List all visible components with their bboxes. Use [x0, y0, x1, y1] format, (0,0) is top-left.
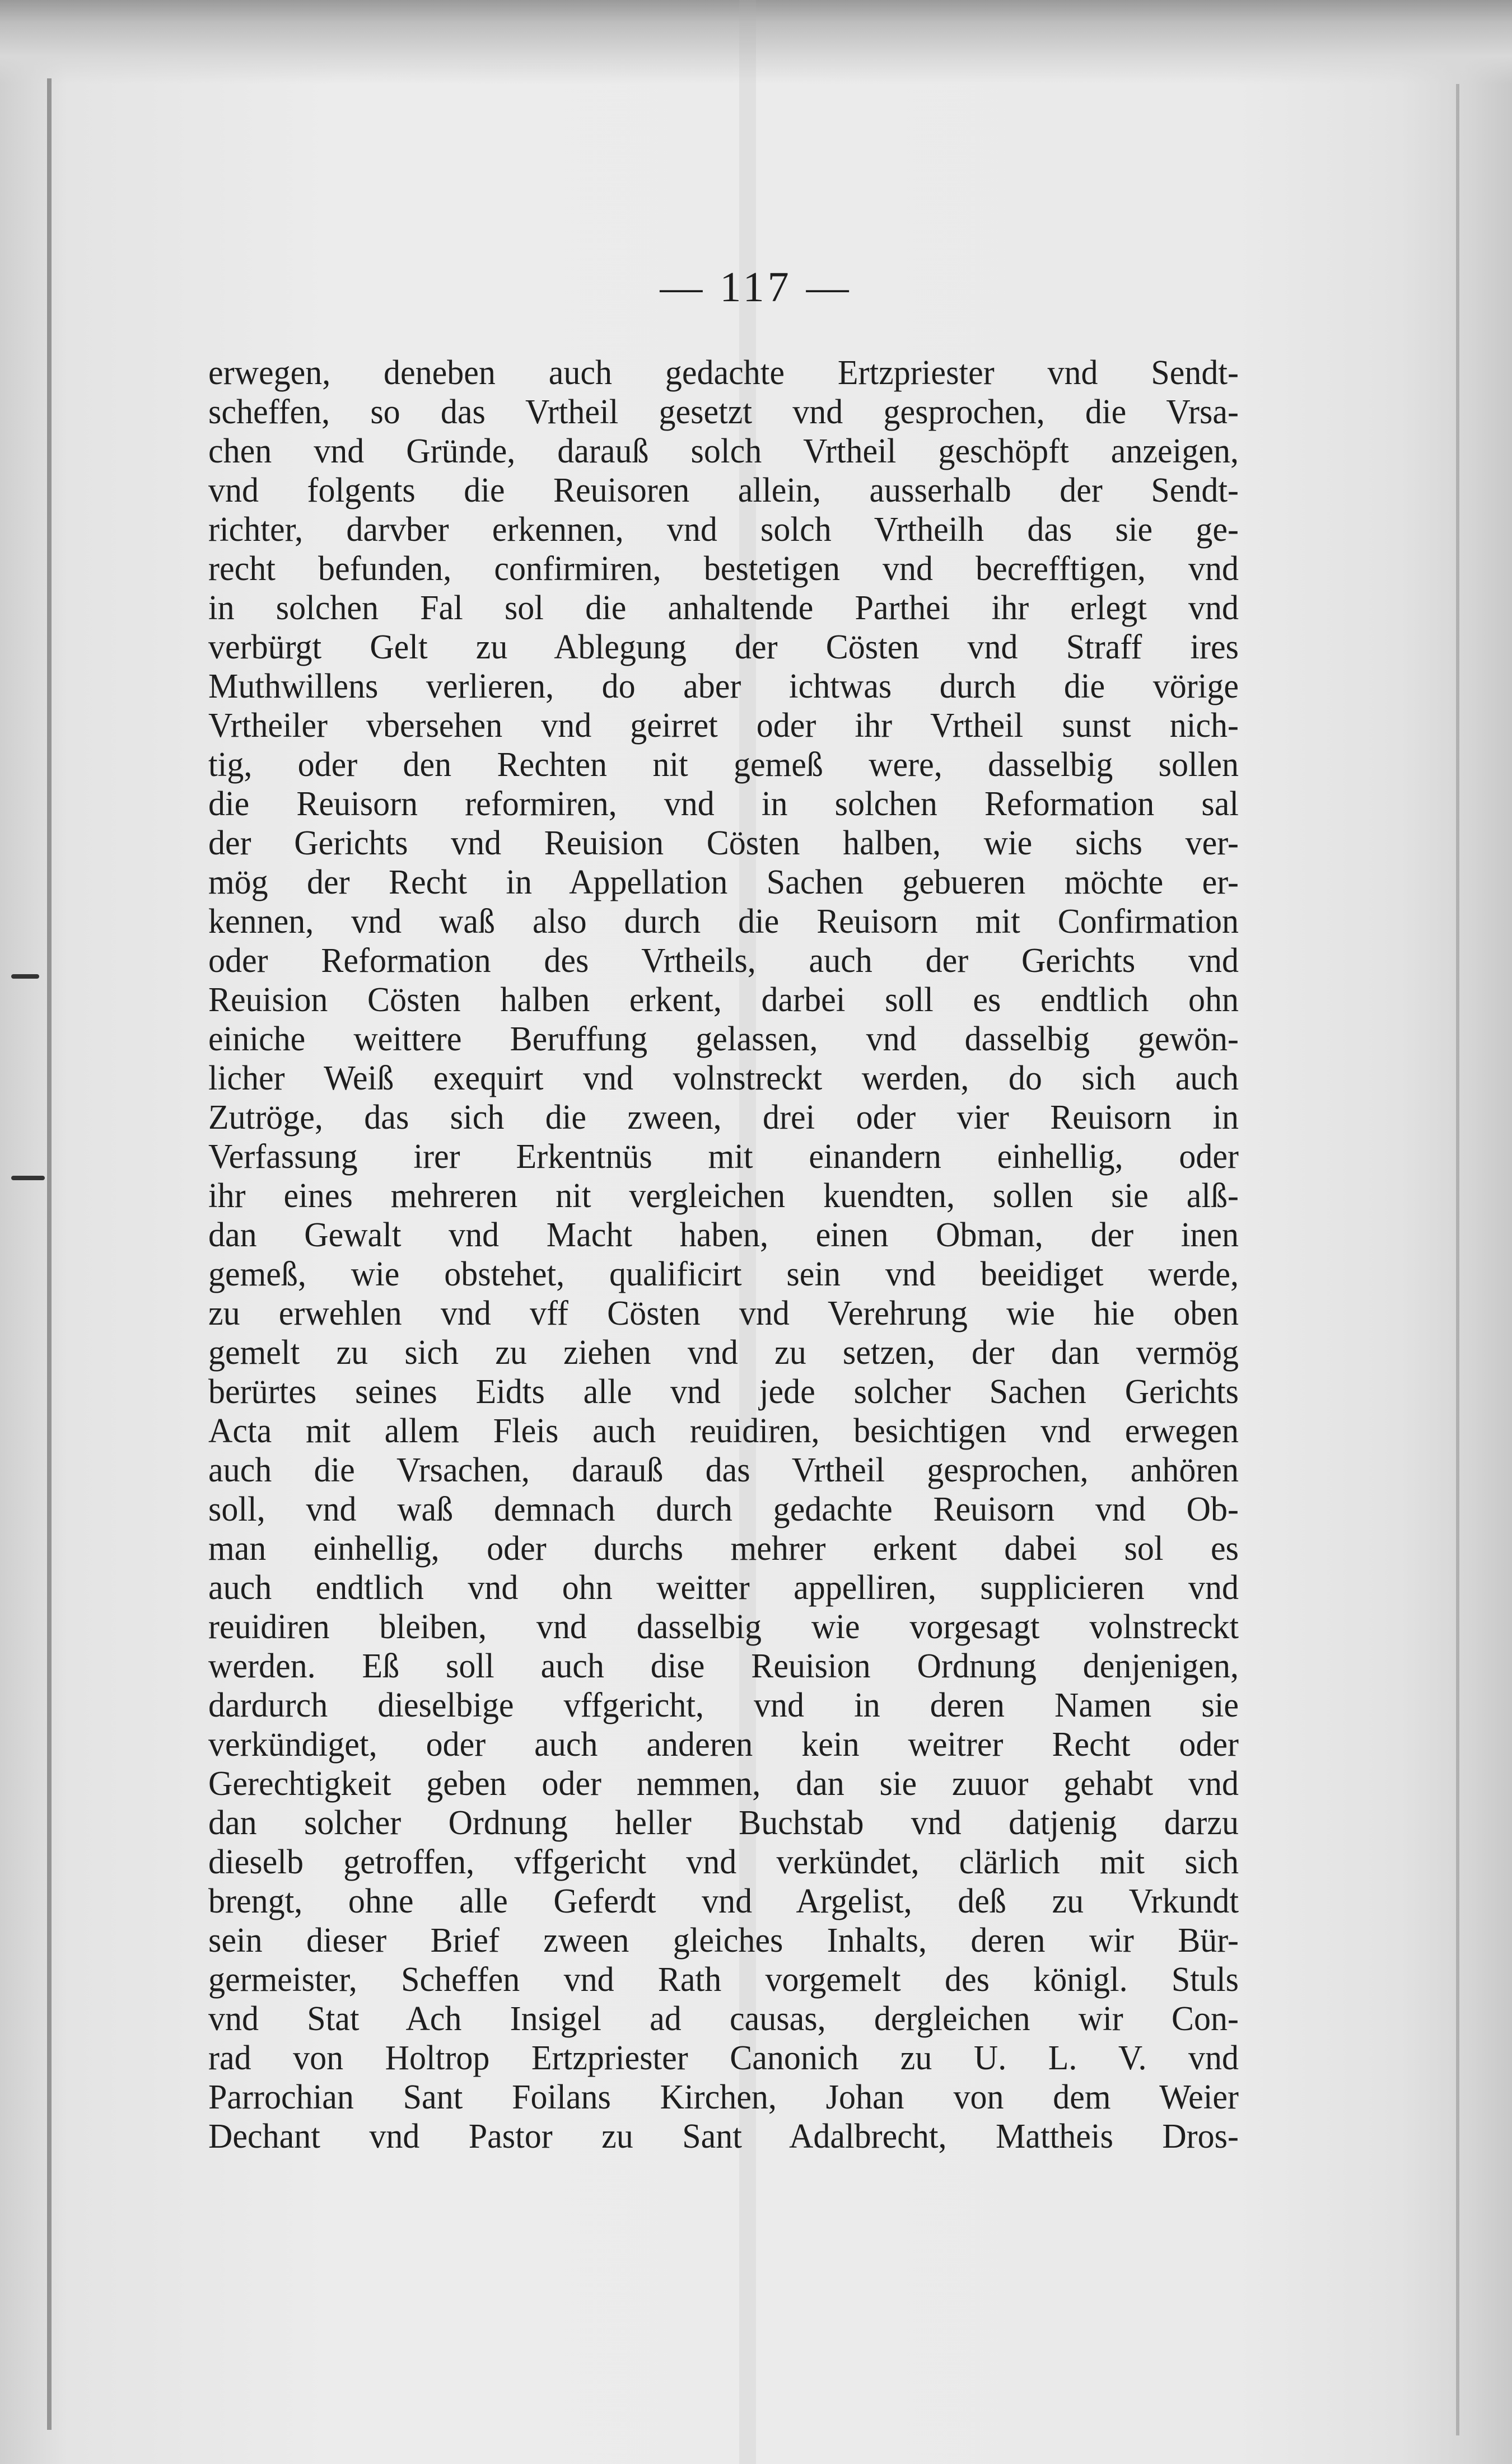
- text-line: werden. Eß soll auch dise Reuision Ordnung denjenigen,: [208, 1646, 1239, 1685]
- text-line: Gerechtigkeit geben oder nemmen, dan sie zuuor gehabt vnd: [208, 1764, 1239, 1803]
- text-line: sein dieser Brief zween gleiches Inhalts, deren wir Bür-: [208, 1920, 1239, 1960]
- text-line: verkündiget, oder auch anderen kein weitrer Recht oder: [208, 1724, 1239, 1764]
- text-line: brengt, ohne alle Geferdt vnd Argelist, deß zu Vrkundt: [208, 1881, 1239, 1920]
- text-line: Reuision Cösten halben erkent, darbei soll es endtlich ohn: [208, 980, 1239, 1019]
- text-line: dardurch dieselbige vffgericht, vnd in deren Namen sie: [208, 1685, 1239, 1724]
- text-line: einiche weittere Beruffung gelassen, vnd dasselbig gewön-: [208, 1019, 1239, 1058]
- text-line: Muthwillens verlieren, do aber ichtwas durch die vörige: [208, 666, 1239, 705]
- scan-top-edge: [0, 0, 1512, 84]
- text-line: vnd Stat Ach Insigel ad causas, dergleichen wir Con-: [208, 1999, 1239, 2038]
- page-number: — 117 —: [660, 264, 852, 311]
- text-line: zu erwehlen vnd vff Cösten vnd Verehrung wie hie oben: [208, 1293, 1239, 1332]
- text-line: Verfassung irer Erkentnüs mit einandern einhellig, oder: [208, 1137, 1239, 1176]
- margin-mark: [11, 974, 39, 979]
- text-line: richter, darvber erkennen, vnd solch Vrtheilh das sie ge-: [208, 509, 1239, 549]
- text-line: Vrtheiler vbersehen vnd geirret oder ihr Vrtheil sunst nich-: [208, 705, 1239, 745]
- text-line: mög der Recht in Appellation Sachen gebueren möchte er-: [208, 862, 1239, 901]
- text-line: chen vnd Gründe, darauß solch Vrtheil geschöpft anzeigen,: [208, 431, 1239, 470]
- text-line: rad von Holtrop Ertzpriester Canonich zu U. L. V. vnd: [208, 2038, 1239, 2077]
- text-line: gemelt zu sich zu ziehen vnd zu setzen, der dan vermög: [208, 1332, 1239, 1372]
- text-line: in solchen Fal sol die anhaltende Parthei ihr erlegt vnd: [208, 588, 1239, 627]
- text-line: auch die Vrsachen, darauß das Vrtheil gesprochen, anhören: [208, 1450, 1239, 1489]
- text-line: vnd folgents die Reuisoren allein, ausserhalb der Sendt-: [208, 470, 1239, 509]
- text-line: erwegen, deneben auch gedachte Ertzpriester vnd Sendt-: [208, 353, 1239, 392]
- text-line: die Reuisorn reformiren, vnd in solchen Reformation sal: [208, 784, 1239, 823]
- text-line: Parrochian Sant Foilans Kirchen, Johan von dem Weier: [208, 2077, 1239, 2116]
- left-page-edge: [47, 78, 52, 2430]
- text-line: soll, vnd waß demnach durch gedachte Reuisorn vnd Ob-: [208, 1489, 1239, 1528]
- text-line: berürtes seines Eidts alle vnd jede solcher Sachen Gerichts: [208, 1372, 1239, 1411]
- text-line: Dechant vnd Pastor zu Sant Adalbrecht, Mattheis Dros-: [208, 2116, 1239, 2156]
- text-line: Zutröge, das sich die zween, drei oder vier Reuisorn in: [208, 1097, 1239, 1137]
- text-line: auch endtlich vnd ohn weitter appelliren, supplicieren vnd: [208, 1568, 1239, 1607]
- text-line: kennen, vnd waß also durch die Reuisorn mit Confirmation: [208, 901, 1239, 941]
- text-line: dieselb getroffen, vffgericht vnd verkündet, clärlich mit sich: [208, 1842, 1239, 1881]
- text-line: tig, oder den Rechten nit gemeß were, dasselbig sollen: [208, 745, 1239, 784]
- text-line: verbürgt Gelt zu Ablegung der Cösten vnd Straff ires: [208, 627, 1239, 666]
- text-line: recht befunden, confirmiren, bestetigen vnd becrefftigen, vnd: [208, 549, 1239, 588]
- text-line: dan Gewalt vnd Macht haben, einen Obman, der inen: [208, 1215, 1239, 1254]
- text-line: ihr eines mehreren nit vergleichen kuendten, sollen sie alß-: [208, 1176, 1239, 1215]
- text-line: man einhellig, oder durchs mehrer erkent dabei sol es: [208, 1528, 1239, 1568]
- body-text: [208, 353, 1239, 2156]
- text-line: gemeß, wie obstehet, qualificirt sein vnd beeidiget werde,: [208, 1254, 1239, 1293]
- right-page-edge: [1456, 84, 1459, 2435]
- text-line: oder Reformation des Vrtheils, auch der Gerichts vnd: [208, 941, 1239, 980]
- text-line: licher Weiß exequirt vnd volnstreckt werden, do sich auch: [208, 1058, 1239, 1097]
- text-line: dan solcher Ordnung heller Buchstab vnd datjenig darzu: [208, 1803, 1239, 1842]
- text-line: germeister, Scheffen vnd Rath vorgemelt des königl. Stuls: [208, 1960, 1239, 1999]
- text-line: scheffen, so das Vrtheil gesetzt vnd gesprochen, die Vrsa-: [208, 392, 1239, 431]
- text-line: der Gerichts vnd Reuision Cösten halben, wie sichs ver-: [208, 823, 1239, 862]
- margin-mark: [11, 1176, 45, 1180]
- text-line: Acta mit allem Fleis auch reuidiren, besichtigen vnd erwegen: [208, 1411, 1239, 1450]
- text-line: reuidiren bleiben, vnd dasselbig wie vorgesagt volnstreckt: [208, 1607, 1239, 1646]
